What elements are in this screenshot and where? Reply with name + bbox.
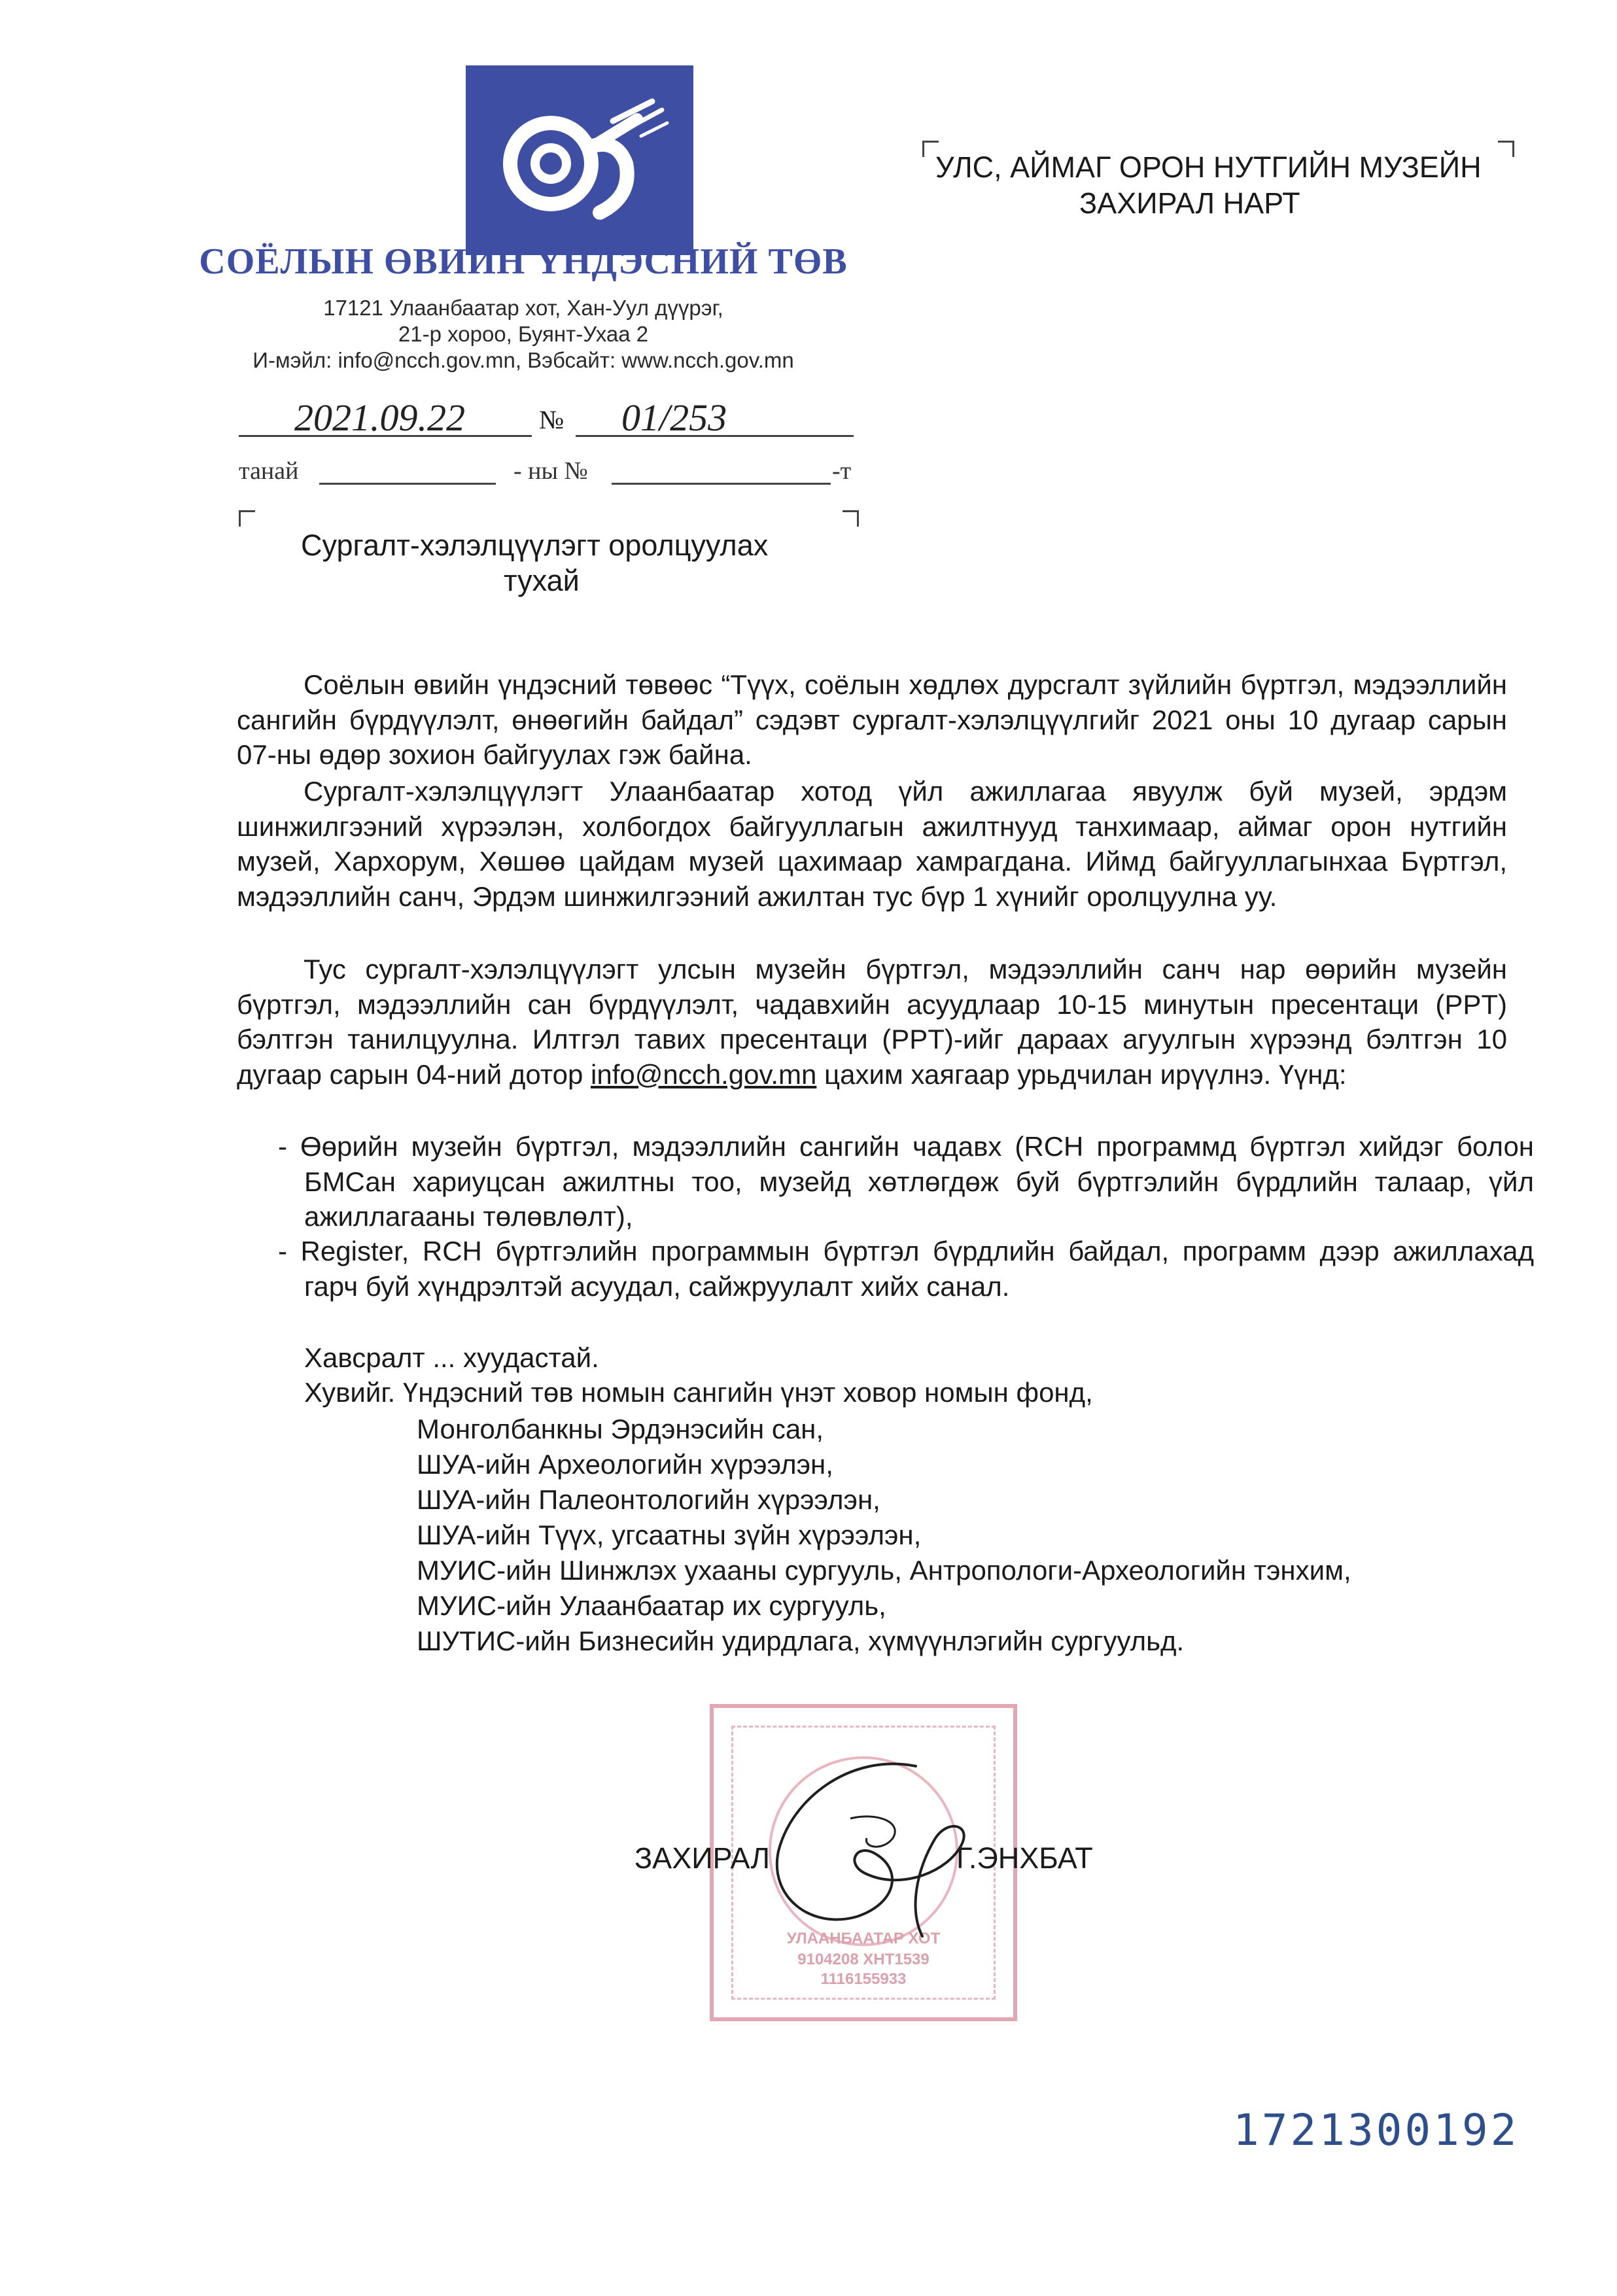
attachment-note: Хавсралт ... хуудастай. xyxy=(304,1342,599,1373)
handwritten-signature xyxy=(752,1740,1001,1949)
recipient-line: УЛС, АЙМАГ ОРОН НУТГИЙН МУЗЕЙН xyxy=(935,150,1482,184)
email-link[interactable]: info@ncch.gov.mn xyxy=(591,1058,817,1090)
contact-line: И-мэйл: info@ncch.gov.mn, Вэбсайт: www.ncch.gov.mn xyxy=(252,348,794,372)
copy-recipient: Монголбанкны Эрдэнэсийн сан, xyxy=(417,1414,824,1444)
list-item: - Өөрийн музейн бүртгэл, мэдээллийн сангийн чадавх (RCH программд бүртгэл хийдэг болон БМСан хариуцсан ажилтны тоо, музейд хөтлөгдөж буй бүртгэлийн бүрдлийн талаар, үйл ажиллагааны төлөвлөлт), xyxy=(278,1131,1534,1232)
paragraph-text: цахим хаягаар урьдчилан ирүүлнэ. Үүнд: xyxy=(816,1058,1347,1090)
director-name: Г.ЭНХБАТ xyxy=(956,1841,1093,1875)
reference-underline xyxy=(319,483,496,485)
stamp-text: УЛААНБААТАР ХОТ xyxy=(786,1930,941,1947)
letter-date: 2021.09.22 xyxy=(294,396,465,439)
copy-recipient: ШУА-ийн Палеонтологийн хүрээлэн, xyxy=(417,1484,880,1515)
copies-label: Хувийг. Үндэсний төв номын сангийн үнэт ховор номын фонд, xyxy=(304,1377,1093,1408)
body-paragraph xyxy=(237,952,1507,1092)
subject-line: тухай xyxy=(504,564,580,597)
reference-underline xyxy=(612,483,831,485)
copy-recipient: МУИС-ийн Шинжлэх ухааны сургууль, Антропологи-Археологийн тэнхим, xyxy=(417,1555,1351,1586)
document-registration-number: 1721300192 xyxy=(1233,2105,1520,2155)
copy-recipient: ШУТИС-ийн Бизнесийн удирдлага, хүмүүнлэгийн сургуульд. xyxy=(417,1626,1185,1656)
organization-name: СОЁЛЫН ӨВИЙН ҮНДЭСНИЙ ТӨВ xyxy=(199,241,848,282)
corner-mark xyxy=(1498,141,1514,157)
director-title: ЗАХИРАЛ xyxy=(635,1841,771,1875)
subject-line: Сургалт-хэлэлцүүлэгт оролцуулах xyxy=(301,529,769,562)
paragraph-text: Тус сургалт-хэлэлцүүлэгт улсын музейн бүртгэл, мэдээллийн санч нар өөрийн музейн бүртгэл, мэдээллийн сан бүрдүүлэлт, чадавхийн асуудлаар 10-15 минутын пресентаци (PPT) бэлтгэн танилцуулна. Илтгэл тавих пресентаци (PPT)-ийг дараах агуулгын хүрээнд бэлтгэн 10 дугаар сарын 04-ний дотор xyxy=(237,954,1507,1090)
stamp-text: 9104208 ХНТ1539 xyxy=(797,1951,930,1968)
body-paragraph: Сургалт-хэлэлцүүлэгт Улаанбаатар хотод үйл ажиллагаа явуулж буй музей, эрдэм шинжилгээний хүрээлэн, холбогдох байгууллагын ажилтнууд танхимаар, аймаг орон нутгийн музей, Хархорум, Хөшөө цайдам музей цахимаар хамрагдана. Иймд байгууллагынхаа Бүртгэл, мэдээллийн санч, Эрдэм шинжилгээний ажилтан тус бүр 1 хүнийг оролцуулна уу. xyxy=(237,776,1507,912)
list-item: - Register, RCH бүртгэлийн программын бүртгэл бүрдлийн байдал, программ дээр ажиллахад гарч буй хүндрэлтэй асуудал, сайжруулалт хийх санал. xyxy=(278,1236,1534,1302)
ncch-logo-icon xyxy=(466,65,693,255)
corner-mark xyxy=(843,510,859,527)
copy-recipient: ШУА-ийн Түүх, угсаатны зүйн хүрээлэн, xyxy=(417,1520,922,1550)
reference-label-number: - ны № xyxy=(513,457,588,485)
copy-recipient: ШУА-ийн Археологийн хүрээлэн, xyxy=(417,1449,833,1480)
recipient-line: ЗАХИРАЛ НАРТ xyxy=(1079,186,1300,220)
corner-mark xyxy=(239,510,255,527)
letter-number: 01/253 xyxy=(621,396,727,439)
address-line: 17121 Улаанбаатар хот, Хан-Уул дүүрэг, xyxy=(323,296,723,320)
number-sign: № xyxy=(539,405,565,434)
copy-recipient: МУИС-ийн Улаанбаатар их сургууль, xyxy=(417,1590,886,1621)
reference-label-suffix: -т xyxy=(832,457,852,485)
stamp-text: 1116155933 xyxy=(820,1970,907,1988)
body-paragraph: Соёлын өвийн үндэсний төвөөс “Түүх, соёлын хөдлөх дурсгалт зүйлийн бүртгэл, мэдээллийн сангийн бүрдүүлэлт, өнөөгийн байдал” сэдэвт сургалт-хэлэлцүүлгийг 2021 оны 10 дугаар сарын 07-ны өдөр зохион байгуулах гэж байна. xyxy=(237,669,1507,770)
date-underline xyxy=(239,435,532,437)
address-line: 21-р хороо, Буянт-Ухаа 2 xyxy=(398,322,649,346)
number-underline xyxy=(576,435,854,437)
reference-label-tanai: танай xyxy=(239,457,299,485)
